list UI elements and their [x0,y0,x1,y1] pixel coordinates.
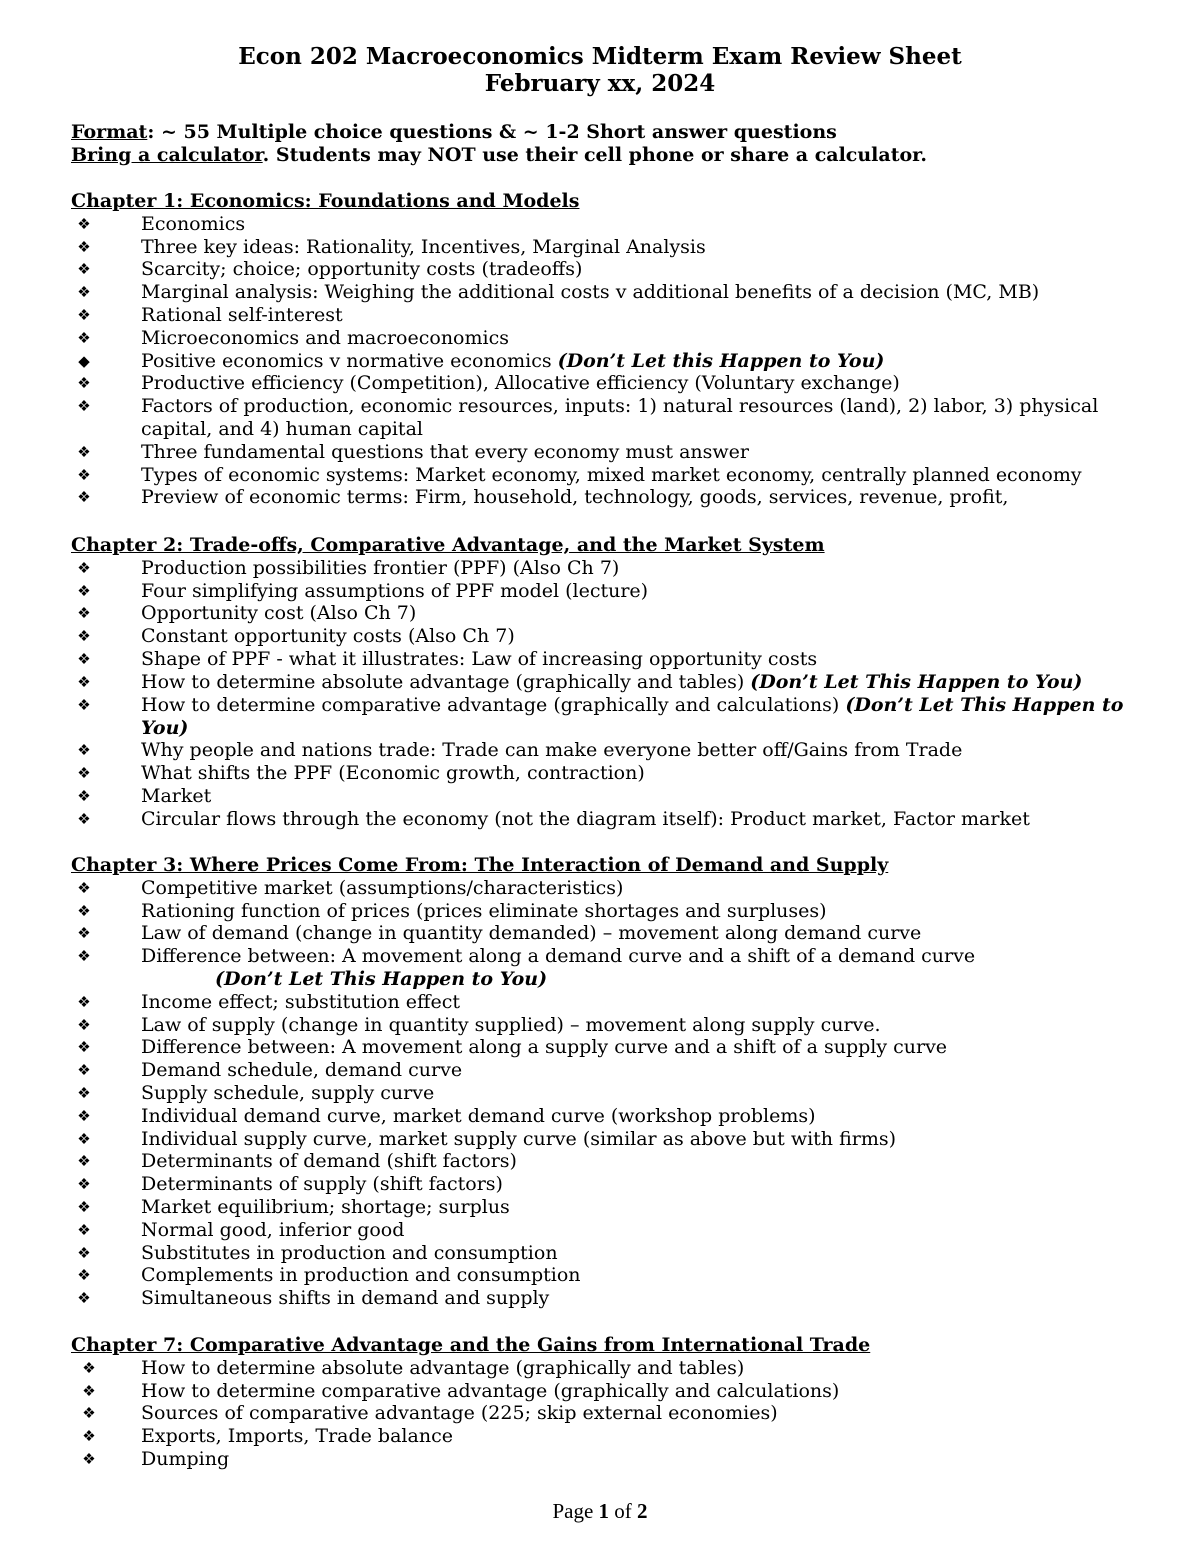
ornament-bullet-icon: ❖ [77,1289,91,1308]
item-text: Individual supply curve, market supply curve (similar as above but with firms) [141,1127,896,1150]
ornament-bullet-icon: ❖ [77,604,91,623]
list-item-text [141,1357,1141,1380]
item-text: Constant opportunity costs (Also Ch 7) [141,625,515,648]
list-item-text [141,602,1141,625]
calculator-label: Bring a calculator [71,144,263,166]
ornament-bullet-icon: ❖ [77,1038,91,1057]
ornament-bullet-icon: ❖ [77,1084,91,1102]
item-note: (Don’t Let This Happen to You) [141,693,1124,739]
chapter-heading: Chapter 2: Trade-offs, Comparative Advantage, and the Market System [71,534,825,556]
item-text: Market equilibrium; shortage; surplus [141,1196,510,1218]
item-text: Dumping [141,1448,230,1470]
item-text: Types of economic systems: Market economy, mixed market economy, centrally planned economy [141,463,1082,486]
item-text: How to determine absolute advantage (graphically and tables) [141,1356,745,1379]
item-text: Difference between: A movement along a demand curve and a shift of a demand curve [141,945,976,968]
list-item-text [141,1287,1141,1310]
list-item-text [141,648,1141,671]
item-text: Substitutes in production and consumption [141,1241,558,1264]
item-note: (Don’t Let This Happen to You) [215,968,548,990]
list-item-text [141,877,1141,900]
list-item-text [141,258,1141,281]
item-text: Individual demand curve, market demand curve (workshop problems) [141,1104,816,1127]
ornament-bullet-icon: ❖ [77,1129,91,1148]
list-item-text [141,1219,1141,1242]
item-text: Economics [141,212,246,235]
item-text: Simultaneous shifts in demand and supply [141,1287,550,1310]
ornament-bullet-icon: ❖ [77,558,91,577]
format-label: Format [71,121,148,143]
list-item-text [141,785,1141,808]
list-item-text [141,1173,1141,1196]
item-text: Four simplifying assumptions of PPF model (lecture) [141,579,649,602]
list-item-text [141,350,1141,373]
ornament-bullet-icon: ❖ [82,1381,96,1400]
list-item-text [141,1425,1141,1448]
list-item-text [141,1264,1141,1287]
ornament-bullet-icon: ❖ [77,1061,91,1080]
list-item-text [141,236,1141,259]
list-item-text [141,1082,1141,1105]
document-title: Econ 202 Macroeconomics Midterm Exam Review Sheet [238,43,962,70]
ornament-bullet-icon: ❖ [77,374,91,393]
document-date: February xx, 2024 [484,70,716,97]
item-text: Microeconomics and macroeconomics [141,326,509,349]
list-item-text [141,671,1141,694]
item-text: Market [141,784,212,807]
format-text: : ~ 55 Multiple choice questions & ~ 1-2 Short answer questions [147,121,837,143]
ornament-bullet-icon: ❖ [77,764,91,782]
ornament-bullet-icon: ❖ [77,1152,91,1171]
item-text: Income effect; substitution effect [141,990,461,1013]
list-item-text [141,1036,1141,1059]
ornament-bullet-icon: ❖ [77,1220,91,1239]
list-item-text [141,625,1141,648]
item-text: Scarcity; choice; opportunity costs (tradeoffs) [141,258,583,281]
ornament-bullet-icon: ❖ [82,1404,96,1423]
list-item-text [141,694,1131,740]
footer-page-total: 2 [637,1499,648,1523]
ornament-bullet-icon: ❖ [77,306,91,324]
footer-prefix: Page [552,1499,599,1523]
calculator-line [71,144,1171,167]
list-item-text [141,281,1141,304]
ornament-bullet-icon: ❖ [82,1358,96,1377]
list-item-text [141,1448,1141,1471]
ornament-bullet-icon: ❖ [77,1198,91,1216]
page-footer [0,1499,1200,1523]
ornament-bullet-icon: ❖ [77,1015,91,1034]
ornament-bullet-icon: ❖ [77,581,91,600]
list-item-text [141,808,1141,831]
item-text: What shifts the PPF (Economic growth, contraction) [141,762,645,784]
ornament-bullet-icon: ❖ [77,1266,91,1285]
chapter-heading: Chapter 1: Economics: Foundations and Models [71,190,580,212]
ornament-bullet-icon: ❖ [77,260,91,279]
list-item-text [141,739,1141,762]
item-text: Circular flows through the economy (not the diagram itself): Product market, Factor market [141,807,1030,830]
item-text: Three key ideas: Rationality, Incentives, Marginal Analysis [141,235,706,258]
ornament-bullet-icon: ❖ [77,878,91,897]
item-text: How to determine comparative advantage (graphically and calculations) [141,693,846,716]
list-item-text [141,1128,1141,1151]
ornament-bullet-icon: ❖ [77,947,91,966]
item-text: Difference between: A movement along a supply curve and a shift of a supply curve [141,1036,948,1059]
item-text: Preview of economic terms: Firm, household, technology, goods, services, revenue, profit, [141,486,1009,509]
item-text: How to determine comparative advantage (graphically and calculations) [141,1379,840,1402]
list-item-text [141,580,1141,603]
list-item-text [141,1150,1141,1173]
item-text: How to determine absolute advantage (graphically and tables) [141,670,751,693]
list-item-text [141,486,1141,509]
ornament-bullet-icon: ❖ [77,1243,91,1262]
item-text: Three fundamental questions that every economy must answer [141,440,749,463]
item-text: Why people and nations trade: Trade can make everyone better off/Gains from Trade [141,739,963,762]
ornament-bullet-icon: ❖ [77,1106,91,1125]
list-item-text [141,395,1131,441]
list-item-text [141,213,1141,236]
chapter-heading: Chapter 7: Comparative Advantage and the Gains from International Trade [71,1334,871,1356]
list-item-text [141,900,1141,923]
ornament-bullet-icon: ❖ [77,283,91,302]
item-text: Competitive market (assumptions/characteristics) [141,876,624,899]
ornament-bullet-icon: ❖ [77,397,91,416]
list-item-text [141,1242,1141,1265]
ornament-bullet-icon: ❖ [77,465,91,484]
item-text: Law of supply (change in quantity supplied) – movement along supply curve. [141,1013,881,1036]
list-item-text [141,1059,1141,1082]
item-text: Normal good, inferior good [141,1218,405,1241]
list-item-text [141,557,1141,580]
diamond-bullet-icon: ◆ [78,351,90,370]
ornament-bullet-icon: ❖ [77,924,91,943]
ornament-bullet-icon: ❖ [77,992,91,1011]
list-item-text [141,1402,1141,1425]
list-item-text [141,372,1141,395]
ornament-bullet-icon: ❖ [77,786,91,805]
ornament-bullet-icon: ❖ [77,328,91,347]
ornament-bullet-icon: ❖ [77,672,91,691]
list-item-text [141,922,1141,945]
item-note: (Don’t Let This Happen to You) [750,670,1083,693]
item-text: Marginal analysis: Weighing the additional costs v additional benefits of a decision (MC, MB) [141,281,1040,304]
footer-page-number: 1 [598,1499,610,1523]
list-item-text [141,464,1141,487]
format-line [71,121,1171,144]
item-text: Complements in production and consumption [141,1264,581,1287]
list-item-text [141,441,1141,464]
ornament-bullet-icon: ❖ [77,627,91,646]
list-item-text [141,327,1141,350]
footer-of: of [609,1499,638,1523]
ornament-bullet-icon: ❖ [77,695,91,714]
ornament-bullet-icon: ❖ [77,650,91,668]
list-item-text [141,1105,1141,1128]
item-text: Determinants of supply (shift factors) [141,1173,503,1196]
item-text: Supply schedule, supply curve [141,1082,435,1104]
item-text: Determinants of demand (shift factors) [141,1150,517,1173]
item-note: (Don’t Let this Happen to You) [557,349,885,372]
item-text: Law of demand (change in quantity demanded) – movement along demand curve [141,922,922,945]
calculator-text: . Students may NOT use their cell phone or share a calculator. [262,144,928,166]
item-text: Exports, Imports, Trade balance [141,1425,453,1448]
item-text: Productive efficiency (Competition), Allocative efficiency (Voluntary exchange) [141,372,900,395]
list-item-text [141,1380,1141,1403]
list-item-text [141,762,1141,785]
ornament-bullet-icon: ❖ [82,1427,96,1446]
list-item-text [141,945,1141,968]
item-text: Shape of PPF - what it illustrates: Law of increasing opportunity costs [141,648,818,670]
item-text: Positive economics v normative economics [141,349,558,372]
item-text: Rationing function of prices (prices eliminate shortages and surpluses) [141,899,827,922]
item-text: Sources of comparative advantage (225; skip external economies) [141,1402,778,1425]
ornament-bullet-icon: ❖ [77,488,91,507]
item-text: Demand schedule, demand curve [141,1059,463,1082]
ornament-bullet-icon: ❖ [77,442,91,461]
list-item-text [141,991,1141,1014]
format-block [71,121,1171,167]
ornament-bullet-icon: ❖ [77,809,91,828]
list-item-text [141,1196,1141,1219]
ornament-bullet-icon: ❖ [77,741,91,760]
list-item-text [141,1014,1141,1037]
list-item-text [141,304,1141,327]
chapter-heading: Chapter 3: Where Prices Come From: The Interaction of Demand and Supply [71,854,889,876]
item-text: Production possibilities frontier (PPF) (Also Ch 7) [141,556,620,579]
item-text: Factors of production, economic resources, inputs: 1) natural resources (land), 2) labor, 3) physical capital, and 4) human capital [141,395,1099,441]
item-text: Rational self-interest [141,304,343,326]
item-text: Opportunity cost (Also Ch 7) [141,602,417,625]
ornament-bullet-icon: ❖ [77,901,91,920]
ornament-bullet-icon: ❖ [77,237,91,256]
ornament-bullet-icon: ❖ [82,1450,96,1468]
ornament-bullet-icon: ❖ [77,1175,91,1194]
ornament-bullet-icon: ❖ [77,214,91,233]
